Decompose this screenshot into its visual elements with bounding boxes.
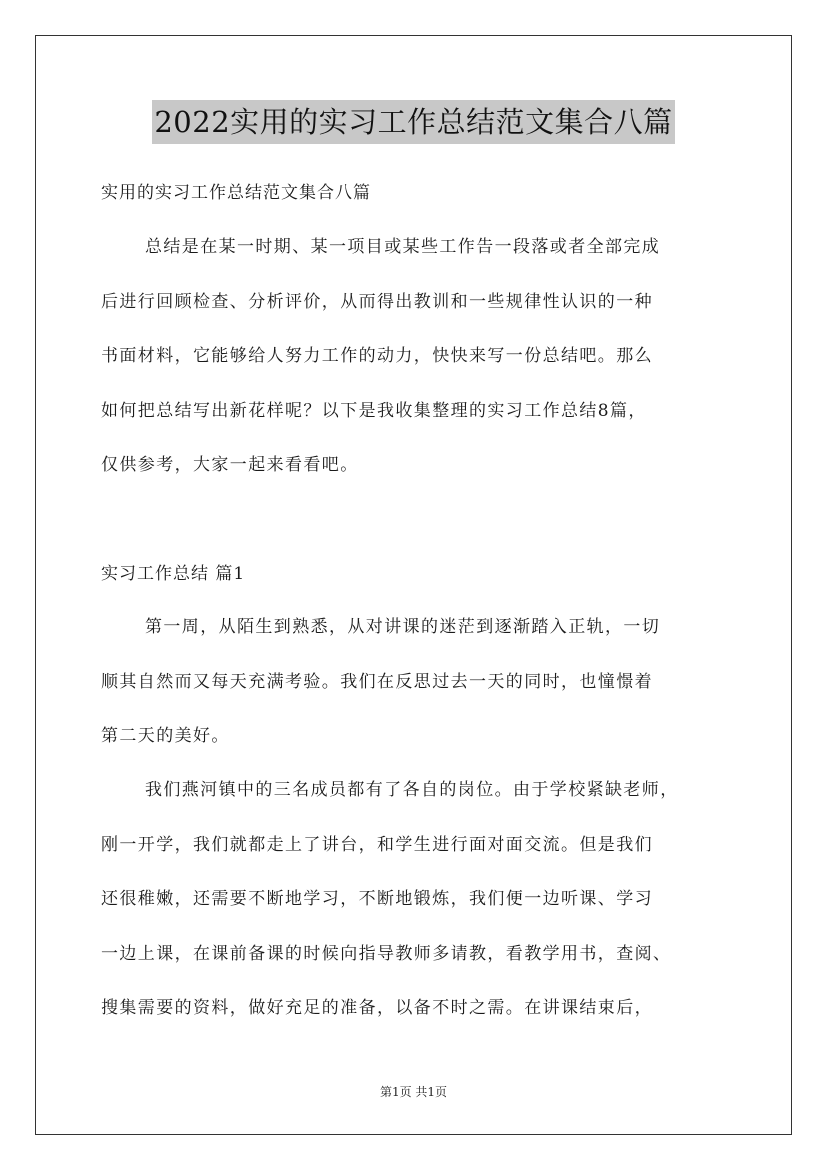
- document-title: 2022实用的实习工作总结范文集合八篇: [152, 100, 674, 144]
- paragraph-line: 还很稚嫩，还需要不断地学习，不断地锻炼，我们便一边听课、学习: [101, 889, 653, 909]
- intro-line: 仅供参考，大家一起来看看吧。: [101, 455, 359, 475]
- paragraph-line: 搜集需要的资料，做好充足的准备，以备不时之需。在讲课结束后，: [101, 998, 653, 1018]
- body-paragraph-2: [101, 763, 727, 1036]
- paragraph-line: 第一周，从陌生到熟悉，从对讲课的迷茫到逐渐踏入正轨，一切: [145, 617, 661, 637]
- intro-line: 如何把总结写出新花样呢？以下是我收集整理的实习工作总结8篇，: [101, 400, 647, 421]
- paragraph-line: 顺其自然而又每天充满考验。我们在反思过去一天的同时，也憧憬着: [101, 671, 653, 692]
- document-subtitle: 实用的实习工作总结范文集合八篇: [101, 183, 371, 203]
- intro-line: 总结是在某一时期、某一项目或某些工作告一段落或者全部完成: [145, 237, 661, 257]
- paragraph-line: 我们燕河镇中的三名成员都有了各自的岗位。由于学校紧缺老师，: [145, 780, 679, 800]
- intro-line: 后进行回顾检查、分析评价，从而得出教训和一些规律性认识的一种: [101, 291, 653, 312]
- intro-paragraph: [101, 220, 727, 493]
- section-heading: 实习工作总结 篇1: [101, 564, 246, 584]
- document-title-container: [0, 100, 827, 144]
- paragraph-line: 一边上课，在课前备课的时候向指导教师多请教，看教学用书，查阅、: [101, 943, 672, 964]
- paragraph-line: 第二天的美好。: [101, 726, 230, 746]
- paragraph-line: 刚一开学，我们就都走上了讲台，和学生进行面对面交流。但是我们: [101, 834, 653, 855]
- page-footer: 第1页 共1页: [379, 1085, 448, 1099]
- intro-line: 书面材料，它能够给人努力工作的动力，快快来写一份总结吧。那么: [101, 346, 653, 366]
- body-paragraph-1: [101, 600, 727, 764]
